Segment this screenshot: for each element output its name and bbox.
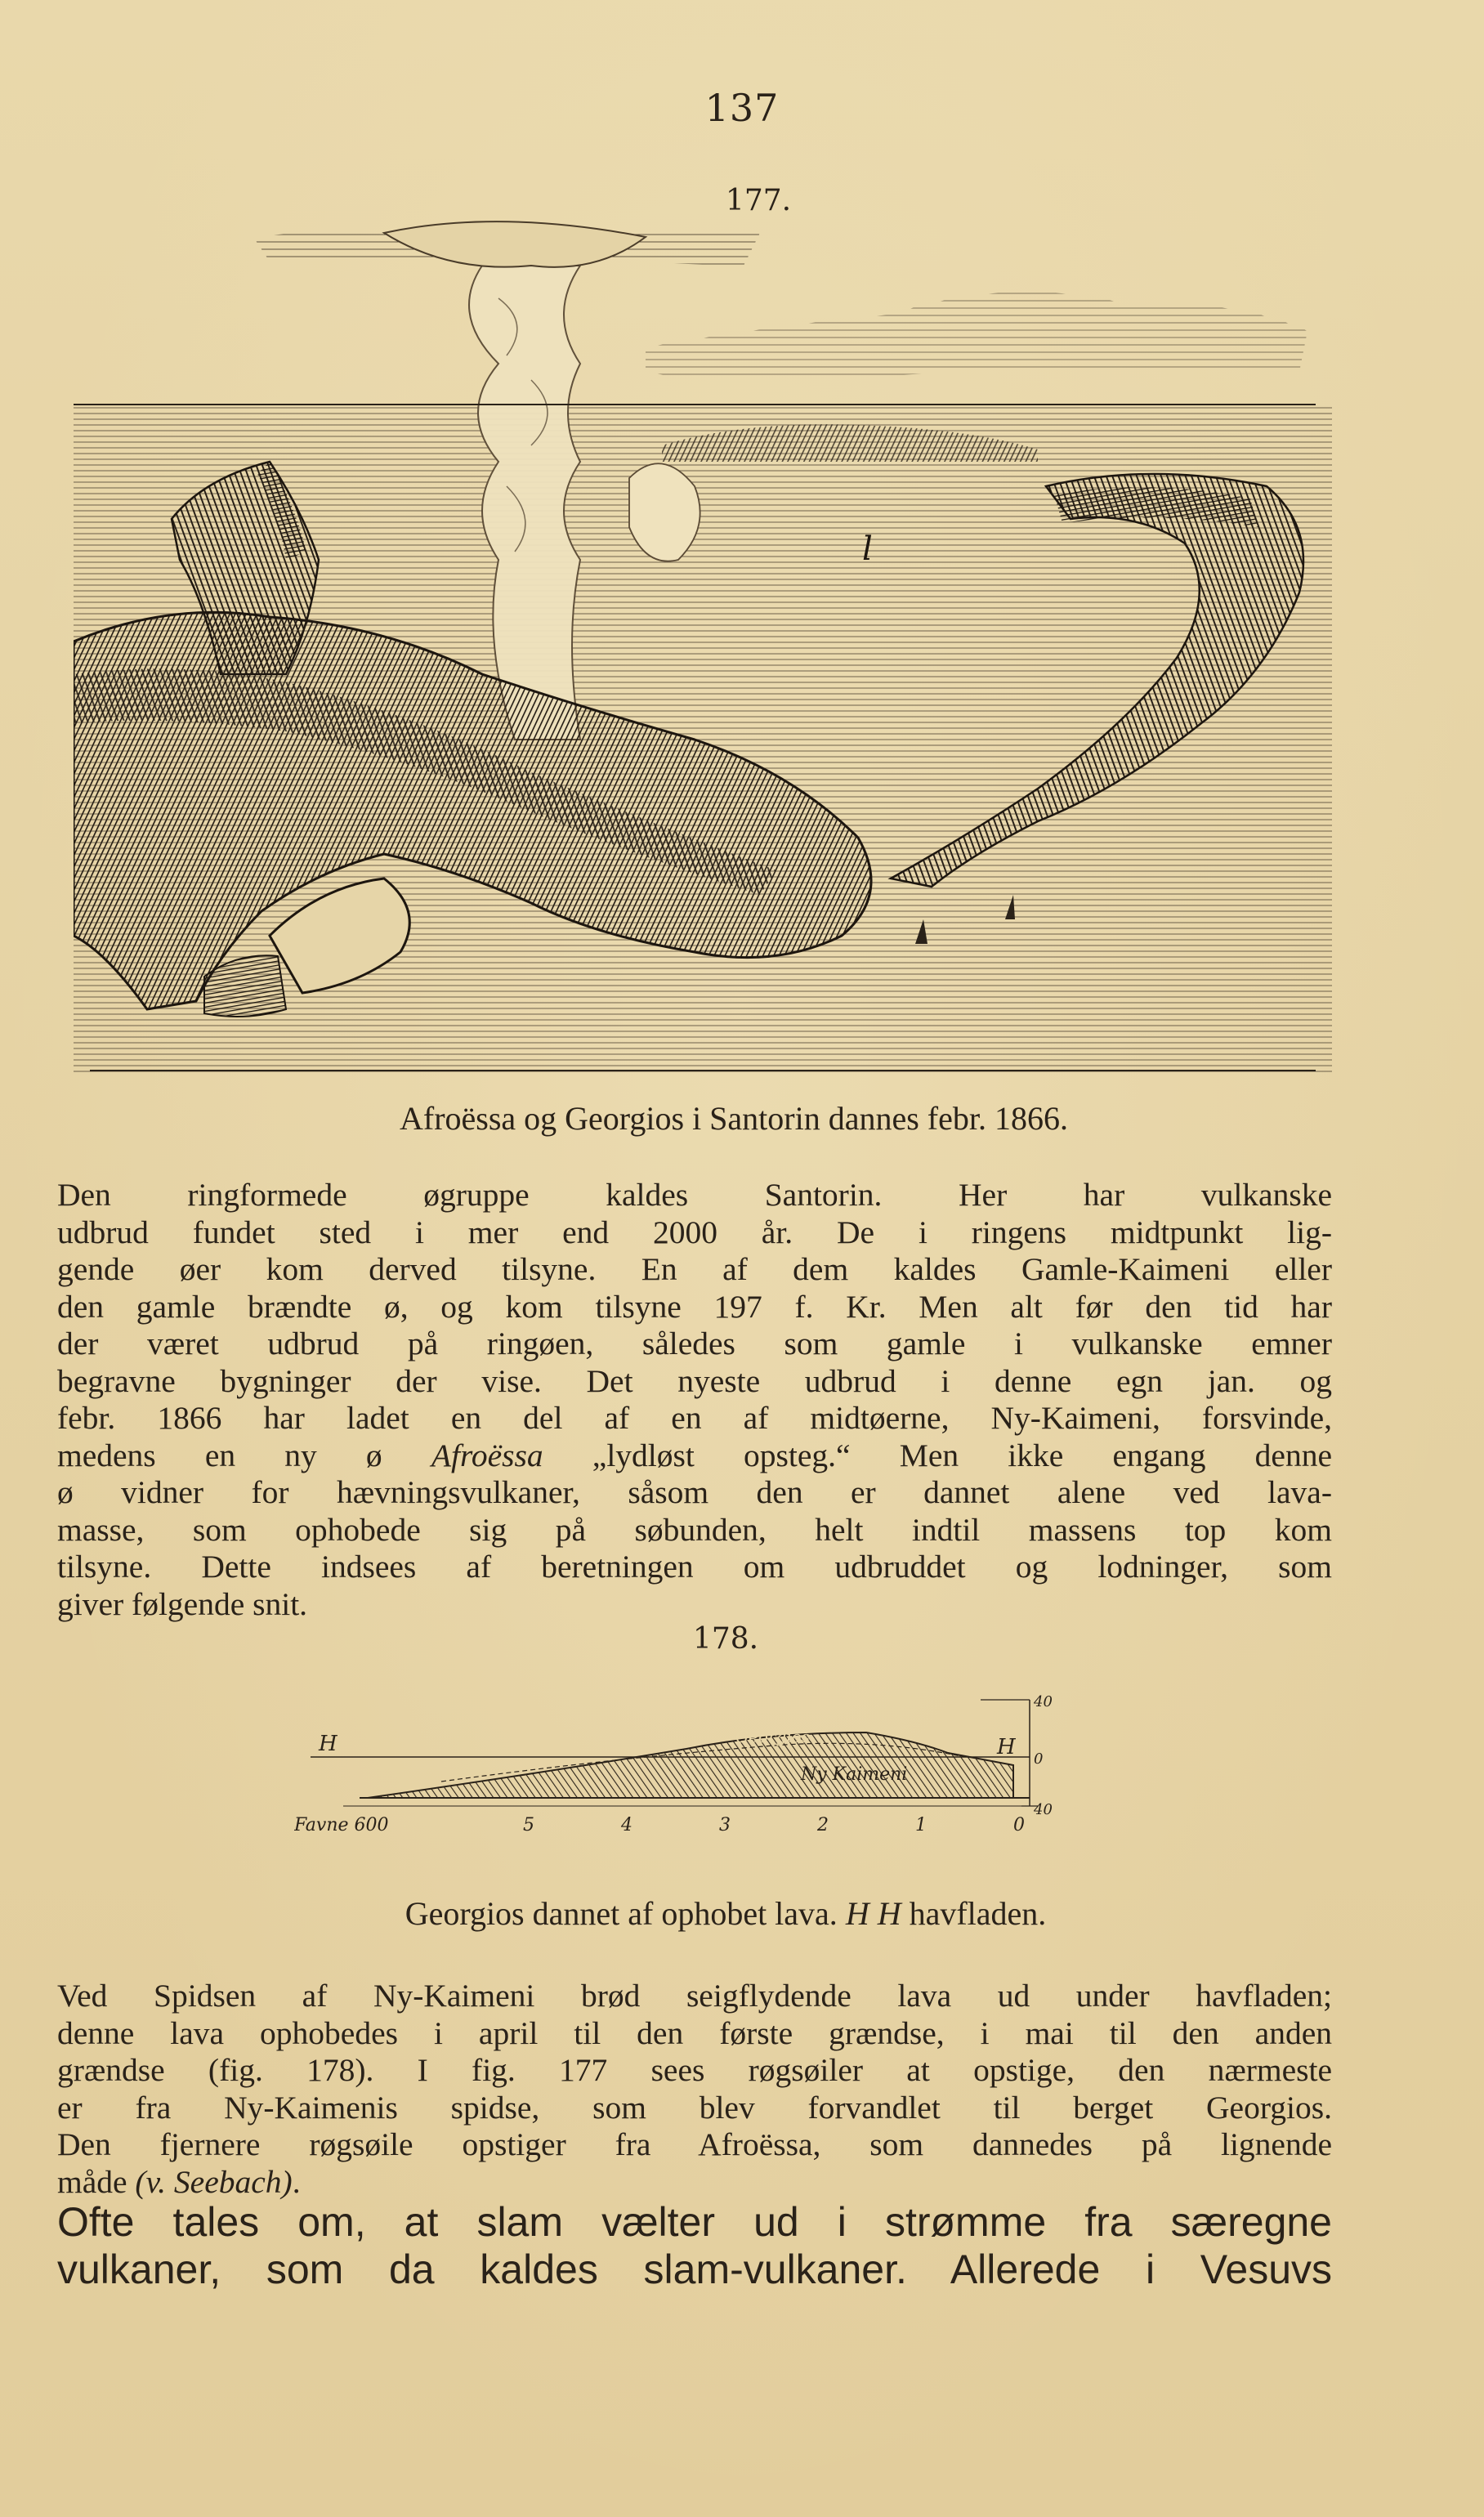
depth-label-top: 40 <box>1034 1693 1053 1710</box>
paragraph-1 <box>57 1177 1332 1623</box>
figure-177-number: 177. <box>725 184 792 217</box>
afroessa-italic: Afroëssa <box>431 1437 543 1473</box>
paragraph-1-line-8-after: „lydløst opsteg.“ Men ikke engang denne <box>543 1437 1332 1473</box>
label-h-right: H <box>997 1735 1016 1759</box>
figure-178-caption-hh: H H <box>845 1895 901 1932</box>
paragraph-3-line-1: Ofte tales om, at slam vælter ud i strømme fra særegne <box>57 2199 1332 2245</box>
paragraph-3 <box>57 2198 1332 2293</box>
figure-178-number: 178. <box>692 1622 759 1656</box>
paragraph-1-line-12: giver følgende snit. <box>57 1585 308 1622</box>
paragraph-1-line-1: Den ringformede øgruppe kaldes Santorin. Her har vulkanske <box>57 1177 1332 1213</box>
scale-tick-0: 0 <box>1013 1815 1025 1835</box>
paragraph-2 <box>57 1978 1332 2201</box>
paragraph-1-line-4: den gamle brændte ø, og kom tilsyne 197 f. Kr. Men alt før den tid har <box>57 1288 1332 1325</box>
label-georgios: Georgios <box>735 1727 810 1746</box>
paragraph-3-line-2: vulkaner, som da kaldes slam-vulkaner. Allerede i Vesuvs <box>57 2247 1332 2292</box>
paragraph-1-line-7: febr. 1866 har ladet en del af en af midtøerne, Ny-Kaimeni, forsvinde, <box>57 1400 1332 1436</box>
scale-tick-1: 1 <box>915 1815 927 1835</box>
paragraph-2-line-6 <box>57 2164 1332 2202</box>
label-h-left: H <box>319 1732 337 1756</box>
paragraph-1-line-2: udbrud fundet sted i mer end 2000 år. De i ringens midtpunkt lig- <box>57 1214 1332 1250</box>
paragraph-1-line-6: begravne bygninger der vise. Det nyeste udbrud i denne egn jan. og <box>57 1362 1332 1399</box>
paragraph-1-line-3: gende øer kom derved tilsyne. En af dem kaldes Gamle-Kaimeni eller <box>57 1251 1332 1287</box>
paragraph-1-line-5: der været udbrud på ringøen, således som gamle i vulkanske emner <box>57 1326 1332 1361</box>
scale-tick-4: 4 <box>621 1815 632 1835</box>
paragraph-1-line-10: masse, som ophobede sig på søbunden, helt indtil massens top kom <box>57 1511 1332 1548</box>
paragraph-1-line-9: ø vidner for hævningsvulkaner, såsom den er dannet alene ved lava- <box>57 1474 1332 1510</box>
scale-tick-5: 5 <box>523 1815 534 1835</box>
illustration-label-l: l <box>862 530 873 568</box>
paragraph-2-line-5: Den fjernere røgsøile opstiger fra Afroëssa, som dannedes på lignende <box>57 2126 1332 2162</box>
seebach-citation: (v. Seebach) <box>135 2163 293 2200</box>
scale-tick-2: 2 <box>817 1815 829 1835</box>
figure-178-caption-after: havfladen. <box>901 1895 1047 1932</box>
scale-tick-3: 3 <box>719 1815 731 1835</box>
figure-177-caption: Afroëssa og Georgios i Santorin dannes febr. 1866. <box>399 1100 1068 1137</box>
figure-178-caption-before: Georgios dannet af ophobet lava. <box>405 1895 846 1932</box>
label-ny-kaimeni: Ny Kaimeni <box>801 1764 908 1785</box>
depth-label-bottom: 40 <box>1034 1801 1053 1818</box>
paragraph-2-line-4: er fra Ny-Kaimenis spidse, som blev forvandlet til berget Georgios. <box>57 2089 1332 2126</box>
depth-label-zero: 0 <box>1034 1750 1044 1768</box>
paragraph-1-line-8 <box>57 1437 1332 1475</box>
paragraph-2-line-6-before: måde <box>57 2163 136 2200</box>
paragraph-2-line-3: grændse (fig. 178). I fig. 177 sees røgsøiler at opstige, den nærmeste <box>57 2052 1332 2088</box>
figure-178-caption <box>0 1894 1468 1933</box>
paragraph-2-line-2: denne lava ophobedes i april til den første grændse, i mai til den anden <box>57 2014 1332 2051</box>
figure-178-cross-section <box>294 1683 1111 1847</box>
paragraph-1-line-8-before: medens en ny ø <box>57 1437 431 1473</box>
paragraph-2-line-6-after: . <box>292 2163 301 2200</box>
lava-mass <box>368 1732 1013 1798</box>
paragraph-1-line-11: tilsyne. Dette indsees af beretningen om udbruddet og lodninger, som <box>57 1549 1332 1585</box>
figure-177-illustration <box>74 217 1348 1083</box>
paragraph-2-line-1: Ved Spidsen af Ny-Kaimeni brød seigflydende lava ud under havfladen; <box>57 1978 1332 2014</box>
page-number: 137 <box>704 86 780 130</box>
label-favne: Favne 600 <box>294 1815 389 1835</box>
